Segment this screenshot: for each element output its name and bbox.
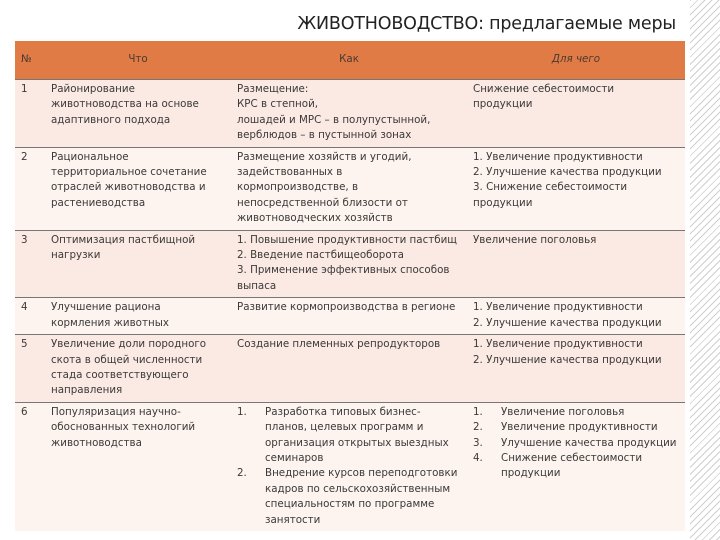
why-line: Снижение себестоимости [473,83,615,95]
why-list-line: Снижение себестоимости [501,451,643,464]
how-list-line: специальностям по программе [265,498,435,511]
how-line: 2. Введение пастбищеоборота [237,249,404,262]
why-list-item-text [501,420,681,435]
what-line: Районирование [51,83,135,95]
why-line: 3. Снижение себестоимости [473,181,628,194]
how-line: Развитие кормопроизводства в регионе [237,301,456,314]
why-list-item-text [501,436,681,451]
what-line: животноводства [51,436,142,449]
why-list-item [473,436,681,451]
how-line: КРС в степной, [237,98,319,111]
what-line: нагрузки [51,249,101,262]
cell-number: 1 [15,80,45,148]
why-list-item-text [501,451,681,482]
decorative-side-stripe [690,0,720,540]
table-row [15,230,685,298]
how-line: 1. Повышение продуктивности пастбищ [237,233,457,246]
how-line: кормопроизводстве, в [237,181,359,194]
why-list-item-number: 1. [473,405,483,418]
how-list-item-text [265,466,463,528]
why-line: 1. Увеличение продуктивности [473,338,643,351]
how-line: лошадей и МРС – в полупустынной, [237,113,431,126]
cell-what [45,230,231,298]
what-line: Популяризация научно- [51,405,181,418]
cell-how [231,80,467,148]
cell-why [467,335,685,403]
cell-how [231,335,467,403]
how-list-item-text [265,405,463,467]
why-list-item [473,405,681,420]
how-line: верблюдов – в пустынной зонах [237,129,412,142]
cell-number: 3 [15,230,45,298]
header-how: Как [231,41,467,80]
why-list-item-number: 2. [473,421,483,434]
why-list-item [473,420,681,435]
how-list-line: организация открытых выездных [265,436,449,449]
cell-what [45,298,231,335]
why-list-line: Увеличение продуктивности [501,421,658,434]
why-line: Увеличение поголовья [473,233,597,246]
why-line: 1. Увеличение продуктивности [473,301,643,314]
cell-why [467,402,685,531]
how-line: непосредственной близости от [237,196,408,209]
cell-how [231,298,467,335]
cell-number: 4 [15,298,45,335]
header-why: Для чего [467,41,685,80]
header-number: № [15,41,45,80]
what-line: Оптимизация пастбищной [51,233,196,246]
cell-why [467,298,685,335]
how-list-line: Разработка типовых бизнес- [265,405,421,418]
why-line: продукции [473,196,533,209]
why-line: 1. Увеличение продуктивности [473,150,643,163]
why-line: 2. Улучшение качества продукции [473,316,662,329]
why-list-item [473,451,681,482]
what-line: скота в общей численности [51,353,203,366]
why-list-line: Улучшение качества продукции [501,436,677,449]
how-list-item-number: 1. [237,405,247,418]
how-line: задействованных в [237,166,343,179]
how-list-line: занятости [265,513,321,526]
cell-what [45,335,231,403]
cell-what [45,147,231,230]
cell-number: 2 [15,147,45,230]
what-line: направления [51,384,123,397]
how-line: животноводческих хозяйств [237,212,393,225]
table-row [15,147,685,230]
cell-how [231,230,467,298]
why-line: 2. Улучшение качества продукции [473,353,662,366]
why-list-item-number: 4. [473,451,483,464]
how-list-line: планов, целевых программ и [265,421,424,434]
what-line: Увеличение доли породного [51,338,207,351]
cell-why [467,230,685,298]
cell-why [467,80,685,148]
cell-how [231,402,467,531]
cell-how [231,147,467,230]
why-list-item-text [501,405,681,420]
how-line: Размещение: [237,83,309,95]
how-line: 3. Применение эффективных способов [237,264,450,277]
what-line: Улучшение рациона [51,301,161,314]
how-line: Размещение хозяйств и угодий, [237,150,412,163]
header-what: Что [45,41,231,80]
cell-what [45,80,231,148]
table-header-row [15,41,685,80]
cell-what [45,402,231,531]
why-list-line: Увеличение поголовья [501,405,625,418]
what-line: животноводства на основе [51,98,199,111]
how-list-item [237,405,463,467]
page-title: ЖИВОТНОВОДСТВО: предлагаемые меры [297,14,676,34]
what-line: стада соответствующего [51,368,189,381]
why-line: продукции [473,98,533,111]
what-line: обоснованных технологий [51,421,196,434]
how-list-line: Внедрение курсов переподготовки [265,467,458,480]
cell-why [467,147,685,230]
what-line: территориальное сочетание [51,166,207,179]
what-line: Рациональное [51,150,129,163]
why-list-line: продукции [501,467,561,480]
how-line: выпаса [237,279,277,292]
what-line: растениеводства [51,196,146,209]
table-row [15,298,685,335]
table-row [15,335,685,403]
cell-number: 6 [15,402,45,531]
measures-table [15,41,685,531]
how-list-item-number: 2. [237,467,247,480]
table-row [15,80,685,148]
what-line: кормления животных [51,316,169,329]
how-list-line: кадров по сельскохозяйственным [265,482,451,495]
why-list-item-number: 3. [473,436,483,449]
how-line: Создание племенных репродукторов [237,338,441,351]
table-body [15,80,685,531]
why-line: 2. Улучшение качества продукции [473,166,662,179]
how-list-line: семинаров [265,451,324,464]
what-line: адаптивного подхода [51,113,171,126]
what-line: отраслей животноводства и [51,181,206,194]
how-list-item [237,466,463,528]
cell-number: 5 [15,335,45,403]
table-row [15,402,685,531]
